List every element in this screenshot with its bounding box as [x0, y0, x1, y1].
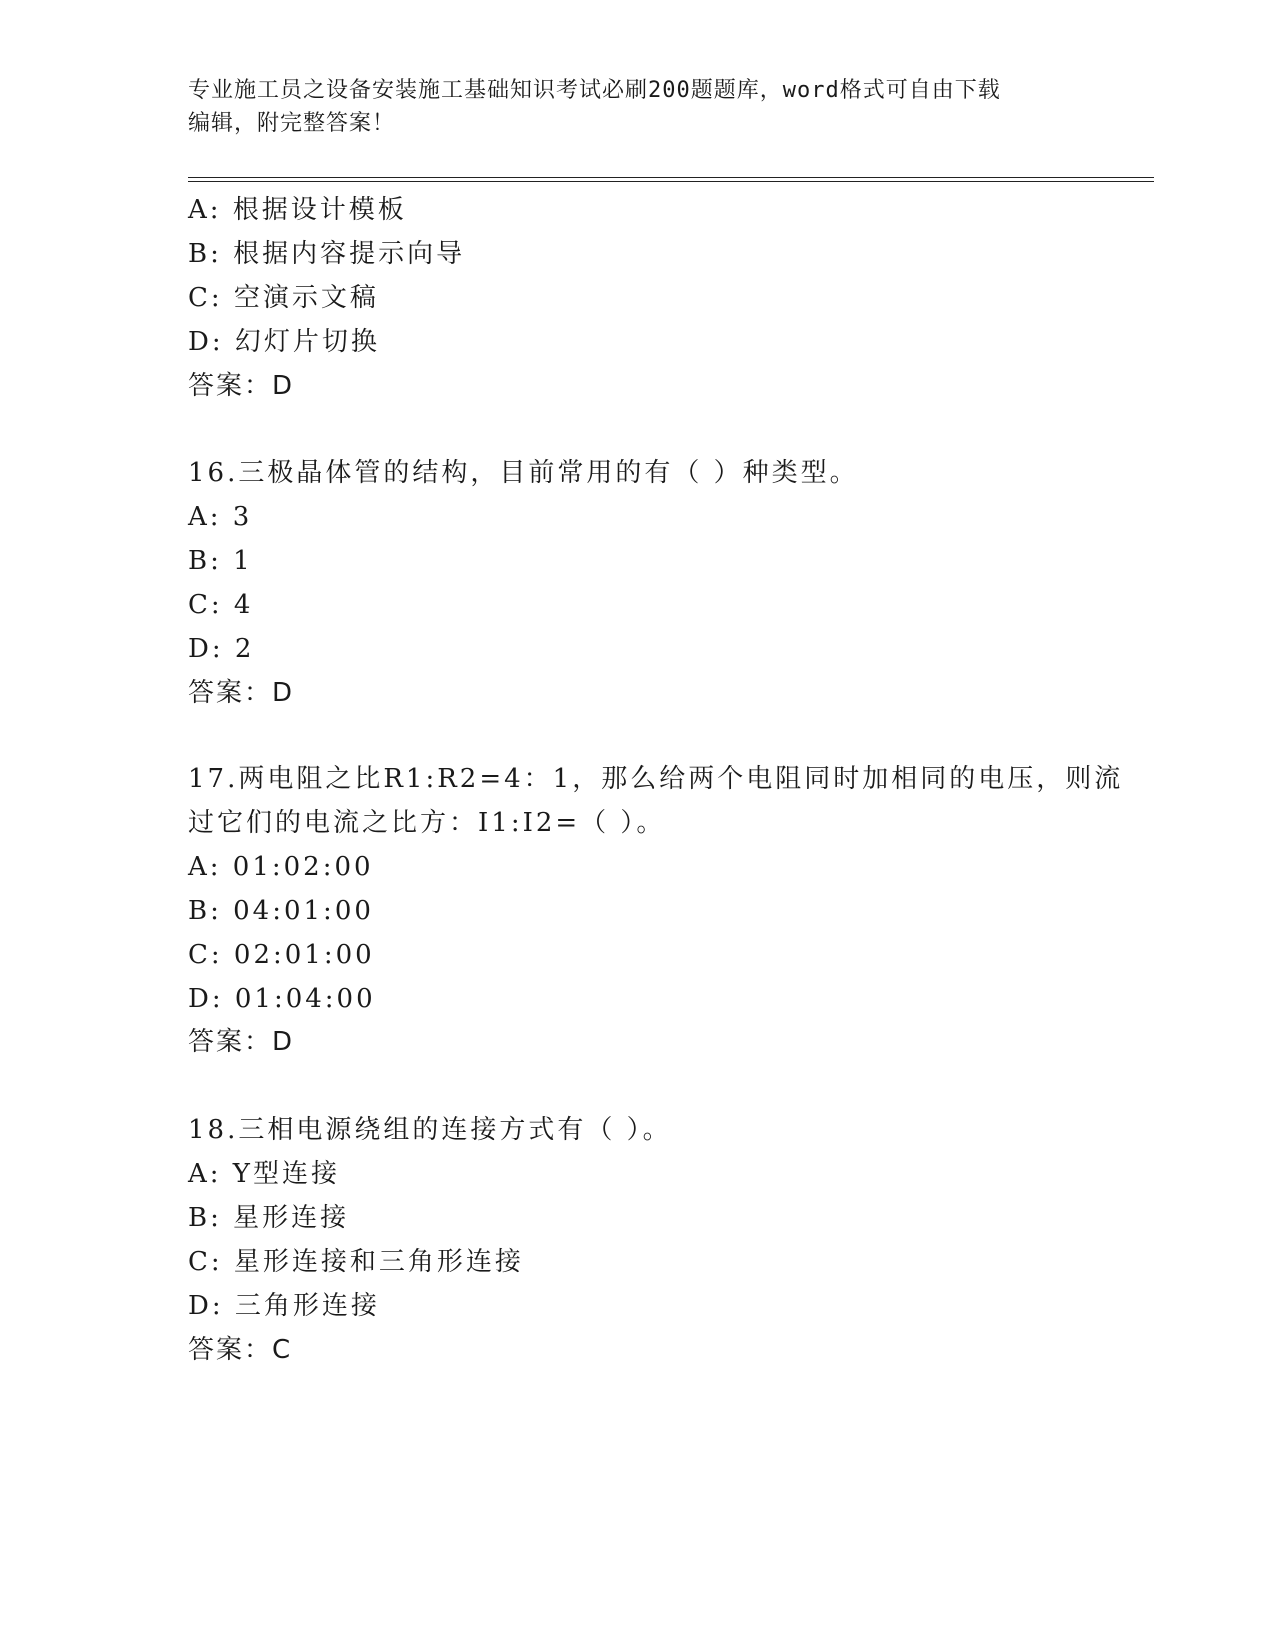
q18-option-b: B: 星形连接	[188, 1203, 350, 1233]
q16-answer: 答案：D	[188, 678, 295, 708]
q16-option-a: A: 3	[188, 502, 253, 532]
q18-answer: 答案：C	[188, 1335, 293, 1365]
q15-option-d: D: 幻灯片切换	[188, 327, 380, 357]
q17-question-line-1: 17.两电阻之比R1:R2=4：1，那么给两个电阻同时加相同的电压，则流	[188, 764, 1124, 794]
q17-answer: 答案：D	[188, 1027, 295, 1057]
q16-option-d: D: 2	[188, 634, 255, 664]
q18-question: 18.三相电源绕组的连接方式有（ ）。	[188, 1115, 672, 1145]
q17-option-c: C: 02:01:00	[188, 940, 375, 970]
header-rule-bottom	[188, 181, 1154, 182]
header-title-line-1: 专业施工员之设备安装施工基础知识考试必刷200题题库，word格式可自由下载	[188, 78, 1001, 103]
q17-option-a: A: 01:02:00	[188, 852, 374, 882]
q15-answer: 答案：D	[188, 371, 295, 401]
q16-option-b: B: 1	[188, 546, 253, 576]
q16-question: 16.三极晶体管的结构，目前常用的有（ ）种类型。	[188, 458, 859, 488]
document-header	[188, 74, 1088, 140]
q18-option-c: C: 星形连接和三角形连接	[188, 1247, 524, 1277]
q15-option-a: A: 根据设计模板	[188, 195, 407, 225]
q15-option-c: C: 空演示文稿	[188, 283, 379, 313]
header-title-line-2: 编辑，附完整答案！	[188, 111, 396, 136]
q17-option-d: D: 01:04:00	[188, 984, 376, 1014]
q17-option-b: B: 04:01:00	[188, 896, 374, 926]
q16-option-c: C: 4	[188, 590, 254, 620]
header-rule-top	[188, 177, 1154, 178]
q17-question-line-2: 过它们的电流之比方：I1:I2=（ ）。	[188, 808, 666, 838]
q18-option-a: A: Y型连接	[188, 1159, 340, 1189]
q15-option-b: B: 根据内容提示向导	[188, 239, 466, 269]
q18-option-d: D: 三角形连接	[188, 1291, 380, 1321]
